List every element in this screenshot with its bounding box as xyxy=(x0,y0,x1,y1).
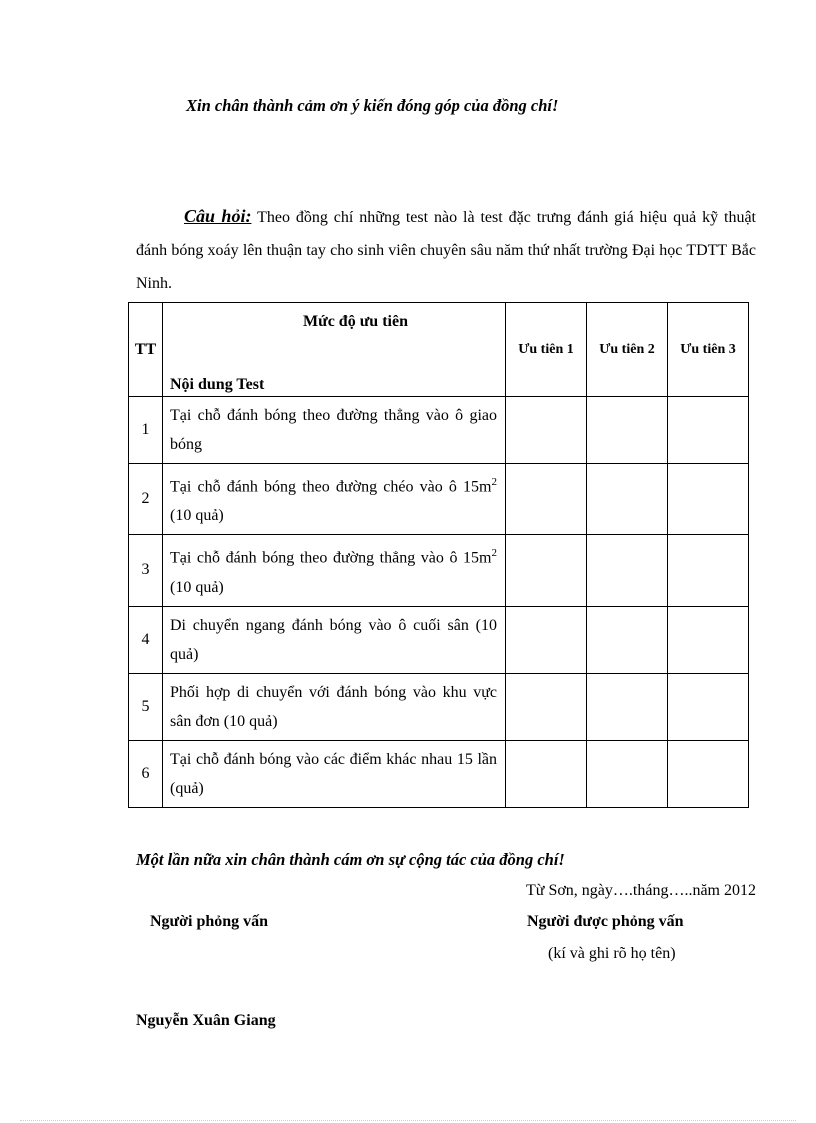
table-row xyxy=(129,464,749,535)
row-number: 4 xyxy=(129,606,163,673)
priority-1-cell[interactable] xyxy=(506,464,587,535)
table-row xyxy=(129,673,749,740)
priority-3-cell[interactable] xyxy=(668,397,749,464)
row-suffix: (10 quả) xyxy=(170,578,224,596)
row-number: 6 xyxy=(129,740,163,807)
priority-1-cell[interactable] xyxy=(506,535,587,606)
priority-1-cell[interactable] xyxy=(506,673,587,740)
row-text: Tại chỗ đánh bóng theo đường chéo vào ô 15m xyxy=(170,478,492,496)
row-text: Tại chỗ đánh bóng vào các điểm khác nhau 15 lần (quả) xyxy=(170,750,497,797)
priority-2-header: Ưu tiên 2 xyxy=(587,303,668,397)
priority-2-cell[interactable] xyxy=(587,740,668,807)
page-edge-divider xyxy=(20,1120,796,1121)
priority-level-label: Mức độ ưu tiên xyxy=(303,313,408,330)
priority-3-cell[interactable] xyxy=(668,606,749,673)
content-label: Nội dung Test xyxy=(170,376,265,393)
content-header xyxy=(163,303,506,397)
thanks-heading: Xin chân thành cảm ơn ý kiến đóng góp của đồng chí! xyxy=(186,96,559,115)
interviewer-label: Người phỏng vấn xyxy=(150,913,269,930)
table-row xyxy=(129,740,749,807)
row-text: Tại chỗ đánh bóng theo đường thẳng vào ô 15m xyxy=(170,549,492,567)
row-text: Phối hợp di chuyển với đánh bóng vào khu vực sân đơn (10 quả) xyxy=(170,683,497,730)
question-text: Theo đồng chí những test nào là test đặc trưng đánh giá hiệu quả kỹ thuật đánh bóng xoáy lên thuận tay cho sinh viên chuyên sâu năm thứ nhất trường Đại học TDTT Bắc Ninh. xyxy=(136,209,756,292)
table-header-row xyxy=(129,303,749,397)
tt-header: TT xyxy=(129,303,163,397)
priority-3-cell[interactable] xyxy=(668,740,749,807)
row-number: 3 xyxy=(129,535,163,606)
superscript: 2 xyxy=(491,547,497,560)
priority-3-cell[interactable] xyxy=(668,673,749,740)
row-content xyxy=(163,740,506,807)
priority-2-cell[interactable] xyxy=(587,397,668,464)
priority-2-cell[interactable] xyxy=(587,673,668,740)
row-number: 5 xyxy=(129,673,163,740)
priority-3-cell[interactable] xyxy=(668,535,749,606)
row-content xyxy=(163,673,506,740)
priority-2-cell[interactable] xyxy=(587,606,668,673)
signature-note: (kí và ghi rõ họ tên) xyxy=(548,945,676,962)
priority-3-cell[interactable] xyxy=(668,464,749,535)
priority-1-cell[interactable] xyxy=(506,606,587,673)
table-row xyxy=(129,606,749,673)
interviewee-label: Người được phỏng vấn xyxy=(527,913,684,930)
row-content xyxy=(163,397,506,464)
row-content xyxy=(163,606,506,673)
closing-thanks: Một lần nữa xin chân thành cám ơn sự cộng tác của đồng chí! xyxy=(136,850,565,869)
table-row xyxy=(129,397,749,464)
table-row xyxy=(129,535,749,606)
superscript: 2 xyxy=(491,476,497,488)
row-number: 1 xyxy=(129,397,163,464)
row-number: 2 xyxy=(129,464,163,535)
priority-1-header: Ưu tiên 1 xyxy=(506,303,587,397)
question-label: Câu hỏi: xyxy=(184,206,252,226)
row-content xyxy=(163,464,506,535)
priority-2-cell[interactable] xyxy=(587,535,668,606)
row-content xyxy=(163,535,506,606)
row-text: Di chuyển ngang đánh bóng vào ô cuối sân (10 quả) xyxy=(170,616,497,663)
row-suffix: (10 quả) xyxy=(170,507,224,525)
priority-1-cell[interactable] xyxy=(506,397,587,464)
priority-2-cell[interactable] xyxy=(587,464,668,535)
row-text: Tại chỗ đánh bóng theo đường thẳng vào ô giao bóng xyxy=(170,407,497,453)
date-line: Từ Sơn, ngày….tháng…..năm 2012 xyxy=(526,882,756,899)
signer-name: Nguyễn Xuân Giang xyxy=(136,1012,276,1029)
priority-1-cell[interactable] xyxy=(506,740,587,807)
test-priority-table xyxy=(128,302,749,808)
question-paragraph xyxy=(136,200,756,300)
priority-3-header: Ưu tiên 3 xyxy=(668,303,749,397)
